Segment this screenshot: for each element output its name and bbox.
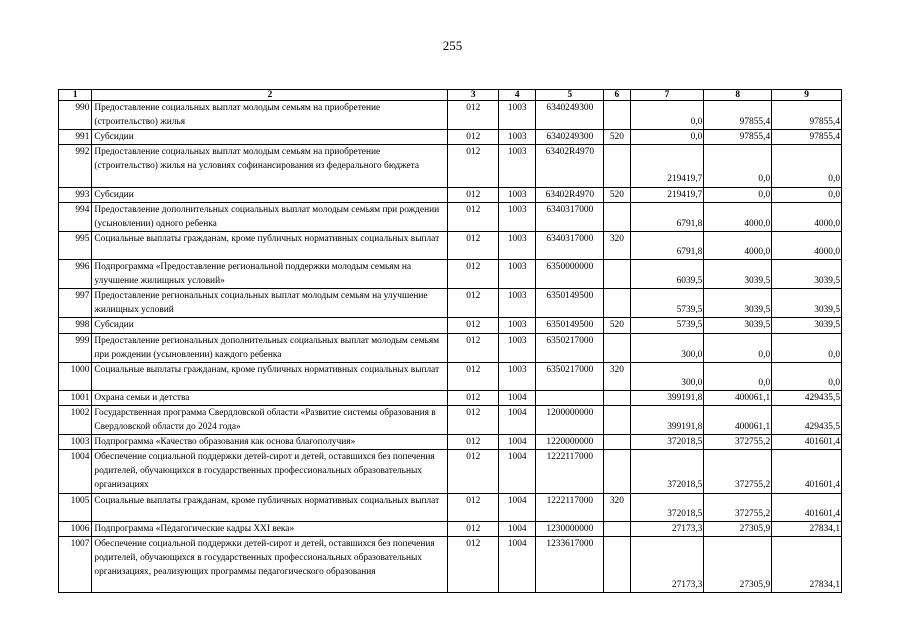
row-target-code: 6350000000: [536, 260, 604, 289]
row-expense-type: [604, 202, 630, 231]
row-name: Подпрограмма «Педагогические кадры XXI века»: [92, 521, 448, 536]
table-row: [59, 333, 842, 362]
row-amount-1: 372018,5: [630, 493, 704, 521]
row-amount-3: 401601,4: [772, 435, 842, 450]
col-header-1: 1: [59, 90, 92, 101]
row-amount-3: 0,0: [772, 145, 842, 187]
row-amount-1: 6791,8: [630, 202, 704, 231]
table-row: [59, 536, 842, 592]
row-target-code: 1230000000: [536, 521, 604, 536]
row-amount-3: 3039,5: [772, 289, 842, 318]
table-row: [59, 101, 842, 130]
row-amount-1: 372018,5: [630, 435, 704, 450]
col-header-8: 8: [704, 90, 772, 101]
row-name: Предоставление социальных выплат молодым семьям на приобретение (строительство) жилья на условиях софинансирования из федерального бюджета: [92, 145, 448, 187]
row-amount-1: 0,0: [630, 130, 704, 145]
row-amount-3: 429435,5: [772, 405, 842, 434]
row-expense-type: [604, 536, 630, 592]
row-admin-code: 012: [448, 318, 499, 333]
row-amount-2: 400061,1: [704, 405, 772, 434]
row-expense-type: [604, 390, 630, 405]
row-amount-2: 27305,9: [704, 521, 772, 536]
row-number: 990: [59, 101, 92, 130]
row-amount-1: 5739,5: [630, 289, 704, 318]
row-section-code: 1003: [499, 130, 536, 145]
row-expense-type: [604, 333, 630, 362]
row-admin-code: 012: [448, 390, 499, 405]
row-amount-1: 399191,8: [630, 405, 704, 434]
row-expense-type: 520: [604, 187, 630, 202]
row-amount-1: 300,0: [630, 333, 704, 362]
col-header-3: 3: [448, 90, 499, 101]
row-section-code: 1004: [499, 435, 536, 450]
table-row: [59, 187, 842, 202]
row-target-code: 6340249300: [536, 130, 604, 145]
row-amount-1: 5739,5: [630, 318, 704, 333]
row-number: 1001: [59, 390, 92, 405]
table-row: [59, 318, 842, 333]
row-amount-2: 0,0: [704, 145, 772, 187]
row-amount-3: 4000,0: [772, 202, 842, 231]
row-admin-code: 012: [448, 101, 499, 130]
row-amount-2: 372755,2: [704, 435, 772, 450]
row-section-code: 1004: [499, 405, 536, 434]
row-amount-2: 4000,0: [704, 202, 772, 231]
page-number: 255: [442, 38, 463, 53]
row-section-code: 1004: [499, 390, 536, 405]
row-amount-1: 6791,8: [630, 231, 704, 259]
row-admin-code: 012: [448, 405, 499, 434]
row-amount-2: 3039,5: [704, 260, 772, 289]
row-amount-2: 97855,4: [704, 101, 772, 130]
row-number: 993: [59, 187, 92, 202]
col-header-5: 5: [536, 90, 604, 101]
row-expense-type: 520: [604, 130, 630, 145]
row-amount-3: 3039,5: [772, 260, 842, 289]
row-amount-2: 0,0: [704, 362, 772, 390]
row-section-code: 1003: [499, 101, 536, 130]
row-amount-2: 372755,2: [704, 493, 772, 521]
row-target-code: 6340317000: [536, 231, 604, 259]
table-row: [59, 202, 842, 231]
row-target-code: 63402R4970: [536, 187, 604, 202]
table-row: [59, 521, 842, 536]
row-amount-3: 97855,4: [772, 130, 842, 145]
row-section-code: 1004: [499, 493, 536, 521]
budget-table: [58, 89, 842, 593]
row-amount-2: 97855,4: [704, 130, 772, 145]
row-name: Субсидии: [92, 187, 448, 202]
row-section-code: 1004: [499, 450, 536, 493]
row-section-code: 1004: [499, 521, 536, 536]
row-expense-type: [604, 405, 630, 434]
row-amount-2: 4000,0: [704, 231, 772, 259]
row-admin-code: 012: [448, 289, 499, 318]
row-admin-code: 012: [448, 231, 499, 259]
row-section-code: 1003: [499, 333, 536, 362]
row-amount-1: 399191,8: [630, 390, 704, 405]
row-expense-type: [604, 260, 630, 289]
row-name: Обеспечение социальной поддержки детей-сирот и детей, оставшихся без попечения родителей, обучающихся в государственных профессиональных образовательных организациях: [92, 450, 448, 493]
row-name: Субсидии: [92, 130, 448, 145]
row-amount-3: 27834,1: [772, 521, 842, 536]
row-target-code: 6350217000: [536, 333, 604, 362]
row-section-code: 1003: [499, 145, 536, 187]
row-amount-2: 0,0: [704, 333, 772, 362]
row-number: 1005: [59, 493, 92, 521]
row-admin-code: 012: [448, 202, 499, 231]
row-amount-2: 400061,1: [704, 390, 772, 405]
row-expense-type: 520: [604, 318, 630, 333]
row-amount-3: 97855,4: [772, 101, 842, 130]
row-expense-type: 320: [604, 493, 630, 521]
row-target-code: 6350217000: [536, 362, 604, 390]
col-header-7: 7: [630, 90, 704, 101]
row-name: Предоставление дополнительных социальных выплат молодым семьям при рождении (усыновлении) одного ребенка: [92, 202, 448, 231]
table-row: [59, 390, 842, 405]
table-row: [59, 405, 842, 434]
row-expense-type: [604, 450, 630, 493]
row-admin-code: 012: [448, 187, 499, 202]
table-row: [59, 435, 842, 450]
row-number: 1007: [59, 536, 92, 592]
row-admin-code: 012: [448, 435, 499, 450]
row-admin-code: 012: [448, 362, 499, 390]
row-admin-code: 012: [448, 521, 499, 536]
row-name: Социальные выплаты гражданам, кроме публичных нормативных социальных выплат: [92, 362, 448, 390]
row-number: 1003: [59, 435, 92, 450]
row-number: 1004: [59, 450, 92, 493]
row-expense-type: [604, 101, 630, 130]
table-row: [59, 289, 842, 318]
table-row: [59, 450, 842, 493]
row-target-code: 1233617000: [536, 536, 604, 592]
row-expense-type: [604, 289, 630, 318]
row-amount-1: 0,0: [630, 101, 704, 130]
row-admin-code: 012: [448, 145, 499, 187]
row-amount-3: 429435,5: [772, 390, 842, 405]
row-admin-code: 012: [448, 260, 499, 289]
row-number: 998: [59, 318, 92, 333]
row-amount-2: 0,0: [704, 187, 772, 202]
row-number: 999: [59, 333, 92, 362]
row-amount-1: 27173,3: [630, 536, 704, 592]
row-amount-3: 0,0: [772, 333, 842, 362]
row-name: Предоставление региональных социальных выплат молодым семьям на улучшение жилищных условий: [92, 289, 448, 318]
row-name: Социальные выплаты гражданам, кроме публичных нормативных социальных выплат: [92, 231, 448, 259]
table-row: [59, 145, 842, 187]
row-admin-code: 012: [448, 450, 499, 493]
row-name: Государственная программа Свердловской области «Развитие системы образования в Свердловской области до 2024 года»: [92, 405, 448, 434]
row-target-code: 1222117000: [536, 450, 604, 493]
table-row: [59, 493, 842, 521]
row-expense-type: [604, 435, 630, 450]
row-amount-3: 4000,0: [772, 231, 842, 259]
row-name: Предоставление социальных выплат молодым семьям на приобретение (строительство) жилья: [92, 101, 448, 130]
row-number: 995: [59, 231, 92, 259]
row-number: 996: [59, 260, 92, 289]
row-name: Подпрограмма «Качество образования как основа благополучия»: [92, 435, 448, 450]
row-amount-1: 300,0: [630, 362, 704, 390]
row-admin-code: 012: [448, 493, 499, 521]
row-amount-1: 6039,5: [630, 260, 704, 289]
row-name: Социальные выплаты гражданам, кроме публичных нормативных социальных выплат: [92, 493, 448, 521]
row-name: Предоставление региональных дополнительных социальных выплат молодым семьям при рождении (усыновлении) каждого ребенка: [92, 333, 448, 362]
row-target-code: 1200000000: [536, 405, 604, 434]
row-expense-type: [604, 145, 630, 187]
row-section-code: 1003: [499, 231, 536, 259]
row-section-code: 1003: [499, 187, 536, 202]
row-name: Субсидии: [92, 318, 448, 333]
row-section-code: 1004: [499, 536, 536, 592]
row-admin-code: 012: [448, 130, 499, 145]
row-amount-2: 3039,5: [704, 289, 772, 318]
row-name: Охрана семьи и детства: [92, 390, 448, 405]
row-target-code: 6340249300: [536, 101, 604, 130]
row-number: 1002: [59, 405, 92, 434]
row-number: 991: [59, 130, 92, 145]
table-row: [59, 362, 842, 390]
row-number: 1006: [59, 521, 92, 536]
row-section-code: 1003: [499, 289, 536, 318]
row-amount-3: 27834,1: [772, 536, 842, 592]
row-amount-1: 372018,5: [630, 450, 704, 493]
row-expense-type: [604, 521, 630, 536]
col-header-9: 9: [772, 90, 842, 101]
row-target-code: 1222117000: [536, 493, 604, 521]
row-amount-2: 3039,5: [704, 318, 772, 333]
row-amount-3: 401601,4: [772, 450, 842, 493]
row-admin-code: 012: [448, 536, 499, 592]
row-target-code: 63402R4970: [536, 145, 604, 187]
row-amount-3: 401601,4: [772, 493, 842, 521]
row-target-code: 6350149500: [536, 318, 604, 333]
row-number: 994: [59, 202, 92, 231]
row-expense-type: 320: [604, 362, 630, 390]
row-amount-1: 219419,7: [630, 145, 704, 187]
row-target-code: 6350149500: [536, 289, 604, 318]
row-amount-1: 219419,7: [630, 187, 704, 202]
row-number: 997: [59, 289, 92, 318]
table-row: [59, 231, 842, 259]
col-header-4: 4: [499, 90, 536, 101]
row-amount-2: 372755,2: [704, 450, 772, 493]
table-row: [59, 130, 842, 145]
row-number: 992: [59, 145, 92, 187]
col-header-6: 6: [604, 90, 630, 101]
row-section-code: 1003: [499, 202, 536, 231]
row-section-code: 1003: [499, 362, 536, 390]
row-name: Обеспечение социальной поддержки детей-сирот и детей, оставшихся без попечения родителей, обучающихся в государственных профессиональных образовательных организациях, реализующих программы педагогического образования: [92, 536, 448, 592]
row-number: 1000: [59, 362, 92, 390]
row-name: Подпрограмма «Предоставление региональной поддержки молодым семьям на улучшение жилищных условий»: [92, 260, 448, 289]
col-header-2: 2: [92, 90, 448, 101]
row-amount-3: 0,0: [772, 187, 842, 202]
table-row: [59, 260, 842, 289]
row-target-code: [536, 390, 604, 405]
row-amount-3: 3039,5: [772, 318, 842, 333]
row-section-code: 1003: [499, 260, 536, 289]
row-admin-code: 012: [448, 333, 499, 362]
row-target-code: 1220000000: [536, 435, 604, 450]
header-row: [59, 90, 842, 101]
row-amount-1: 27173,3: [630, 521, 704, 536]
row-expense-type: 320: [604, 231, 630, 259]
row-section-code: 1003: [499, 318, 536, 333]
row-amount-2: 27305,9: [704, 536, 772, 592]
row-target-code: 6340317000: [536, 202, 604, 231]
row-amount-3: 0,0: [772, 362, 842, 390]
